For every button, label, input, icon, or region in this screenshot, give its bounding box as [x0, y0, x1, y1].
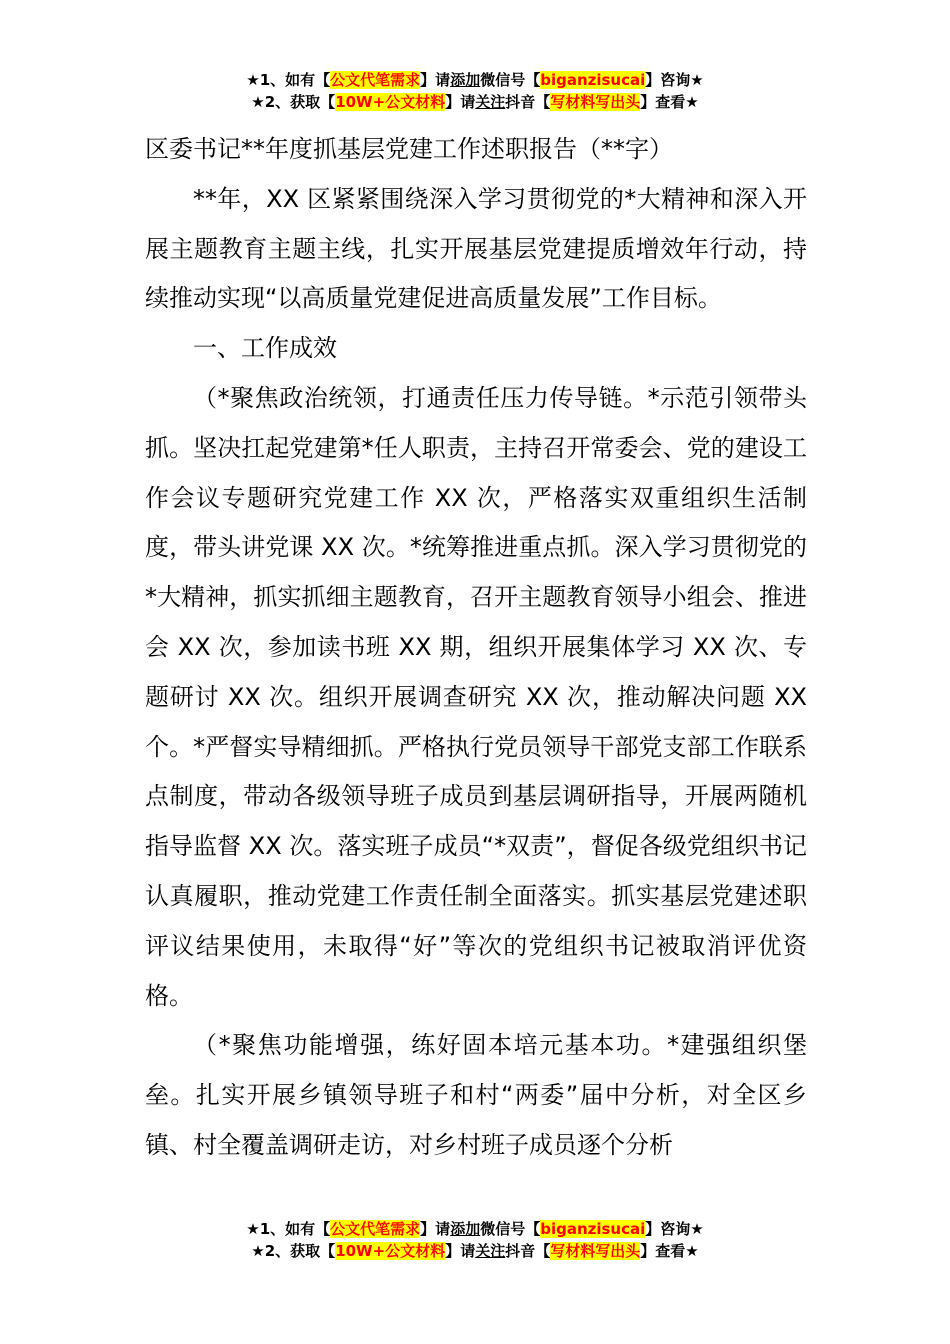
paragraph-political: （*聚焦政治统领，打通责任压力传导链。*示范引领带头抓。坚决扛起党建第*任人职责，主持召开常委会、党的建设工作会议专题研究党建工作 XX 次，严格落实双重组织生活制度，带头讲党课 XX 次。*统筹推进重点抓。深入学习贯彻党的*大精神，抓实抓细主题教育，召开主题教育领导小组会、推进会 XX 次，参加读书班 XX 期，组织开展集体学习 XX 次、专题研讨 XX 次。组织开展调查研究 XX 次，推动解决问题 XX 个。*严督实导精细抓。严格执行党员领导干部党支部工作联系点制度，带动各级领导班子成员到基层调研指导，开展两随机指导监督 XX 次。落实班子成员“*双责”，督促各级党组织书记认真履职，推动党建工作责任制全面落实。抓实基层党建述职评议结果使用，未取得“好”等次的党组织书记被取消评优资格。 [145, 383, 807, 1010]
promo-highlight: biganzisucai [540, 71, 646, 89]
promo-highlight: 10W+公文材料 [335, 93, 446, 111]
paragraph-function: （*聚焦功能增强，练好固本培元基本功。*建强组织堡垒。扎实开展乡镇领导班子和村“两委”届中分析，对全区乡镇、村全覆盖调研走访，对乡村班子成员逐个分析 [145, 1031, 807, 1159]
document-title: 区委书记**年度抓基层党建工作述职报告（**字） [145, 135, 673, 163]
promo-line-2: ★2、获取【10W+公文材料】请关注抖音【写材料写出头】查看★ [251, 93, 699, 111]
promo-banner-top [0, 69, 950, 113]
promo-highlight: 公文代笔需求 [330, 1220, 421, 1238]
document-body [145, 125, 807, 1171]
promo-line-2: ★2、获取【10W+公文材料】请关注抖音【写材料写出头】查看★ [251, 1242, 699, 1260]
promo-line-1: ★1、如有【公文代笔需求】请添加微信号【biganzisucai】咨询★ [246, 1220, 704, 1238]
promo-banner-bottom [0, 1218, 950, 1262]
section-heading: 一、工作成效 [193, 334, 337, 363]
paragraph-intro: **年，XX 区紧紧围绕深入学习贯彻党的*大精神和深入开展主题教育主题主线，扎实开展基层党建提质增效年行动，持续推动实现“以高质量党建促进高质量发展”工作目标。 [145, 184, 807, 313]
promo-highlight: 10W+公文材料 [335, 1242, 446, 1260]
promo-highlight: 写材料写出头 [550, 93, 641, 111]
promo-highlight: biganzisucai [540, 1220, 646, 1238]
promo-line-1: ★1、如有【公文代笔需求】请添加微信号【biganzisucai】咨询★ [246, 71, 704, 89]
promo-highlight: 公文代笔需求 [330, 71, 421, 89]
promo-highlight: 写材料写出头 [550, 1242, 641, 1260]
